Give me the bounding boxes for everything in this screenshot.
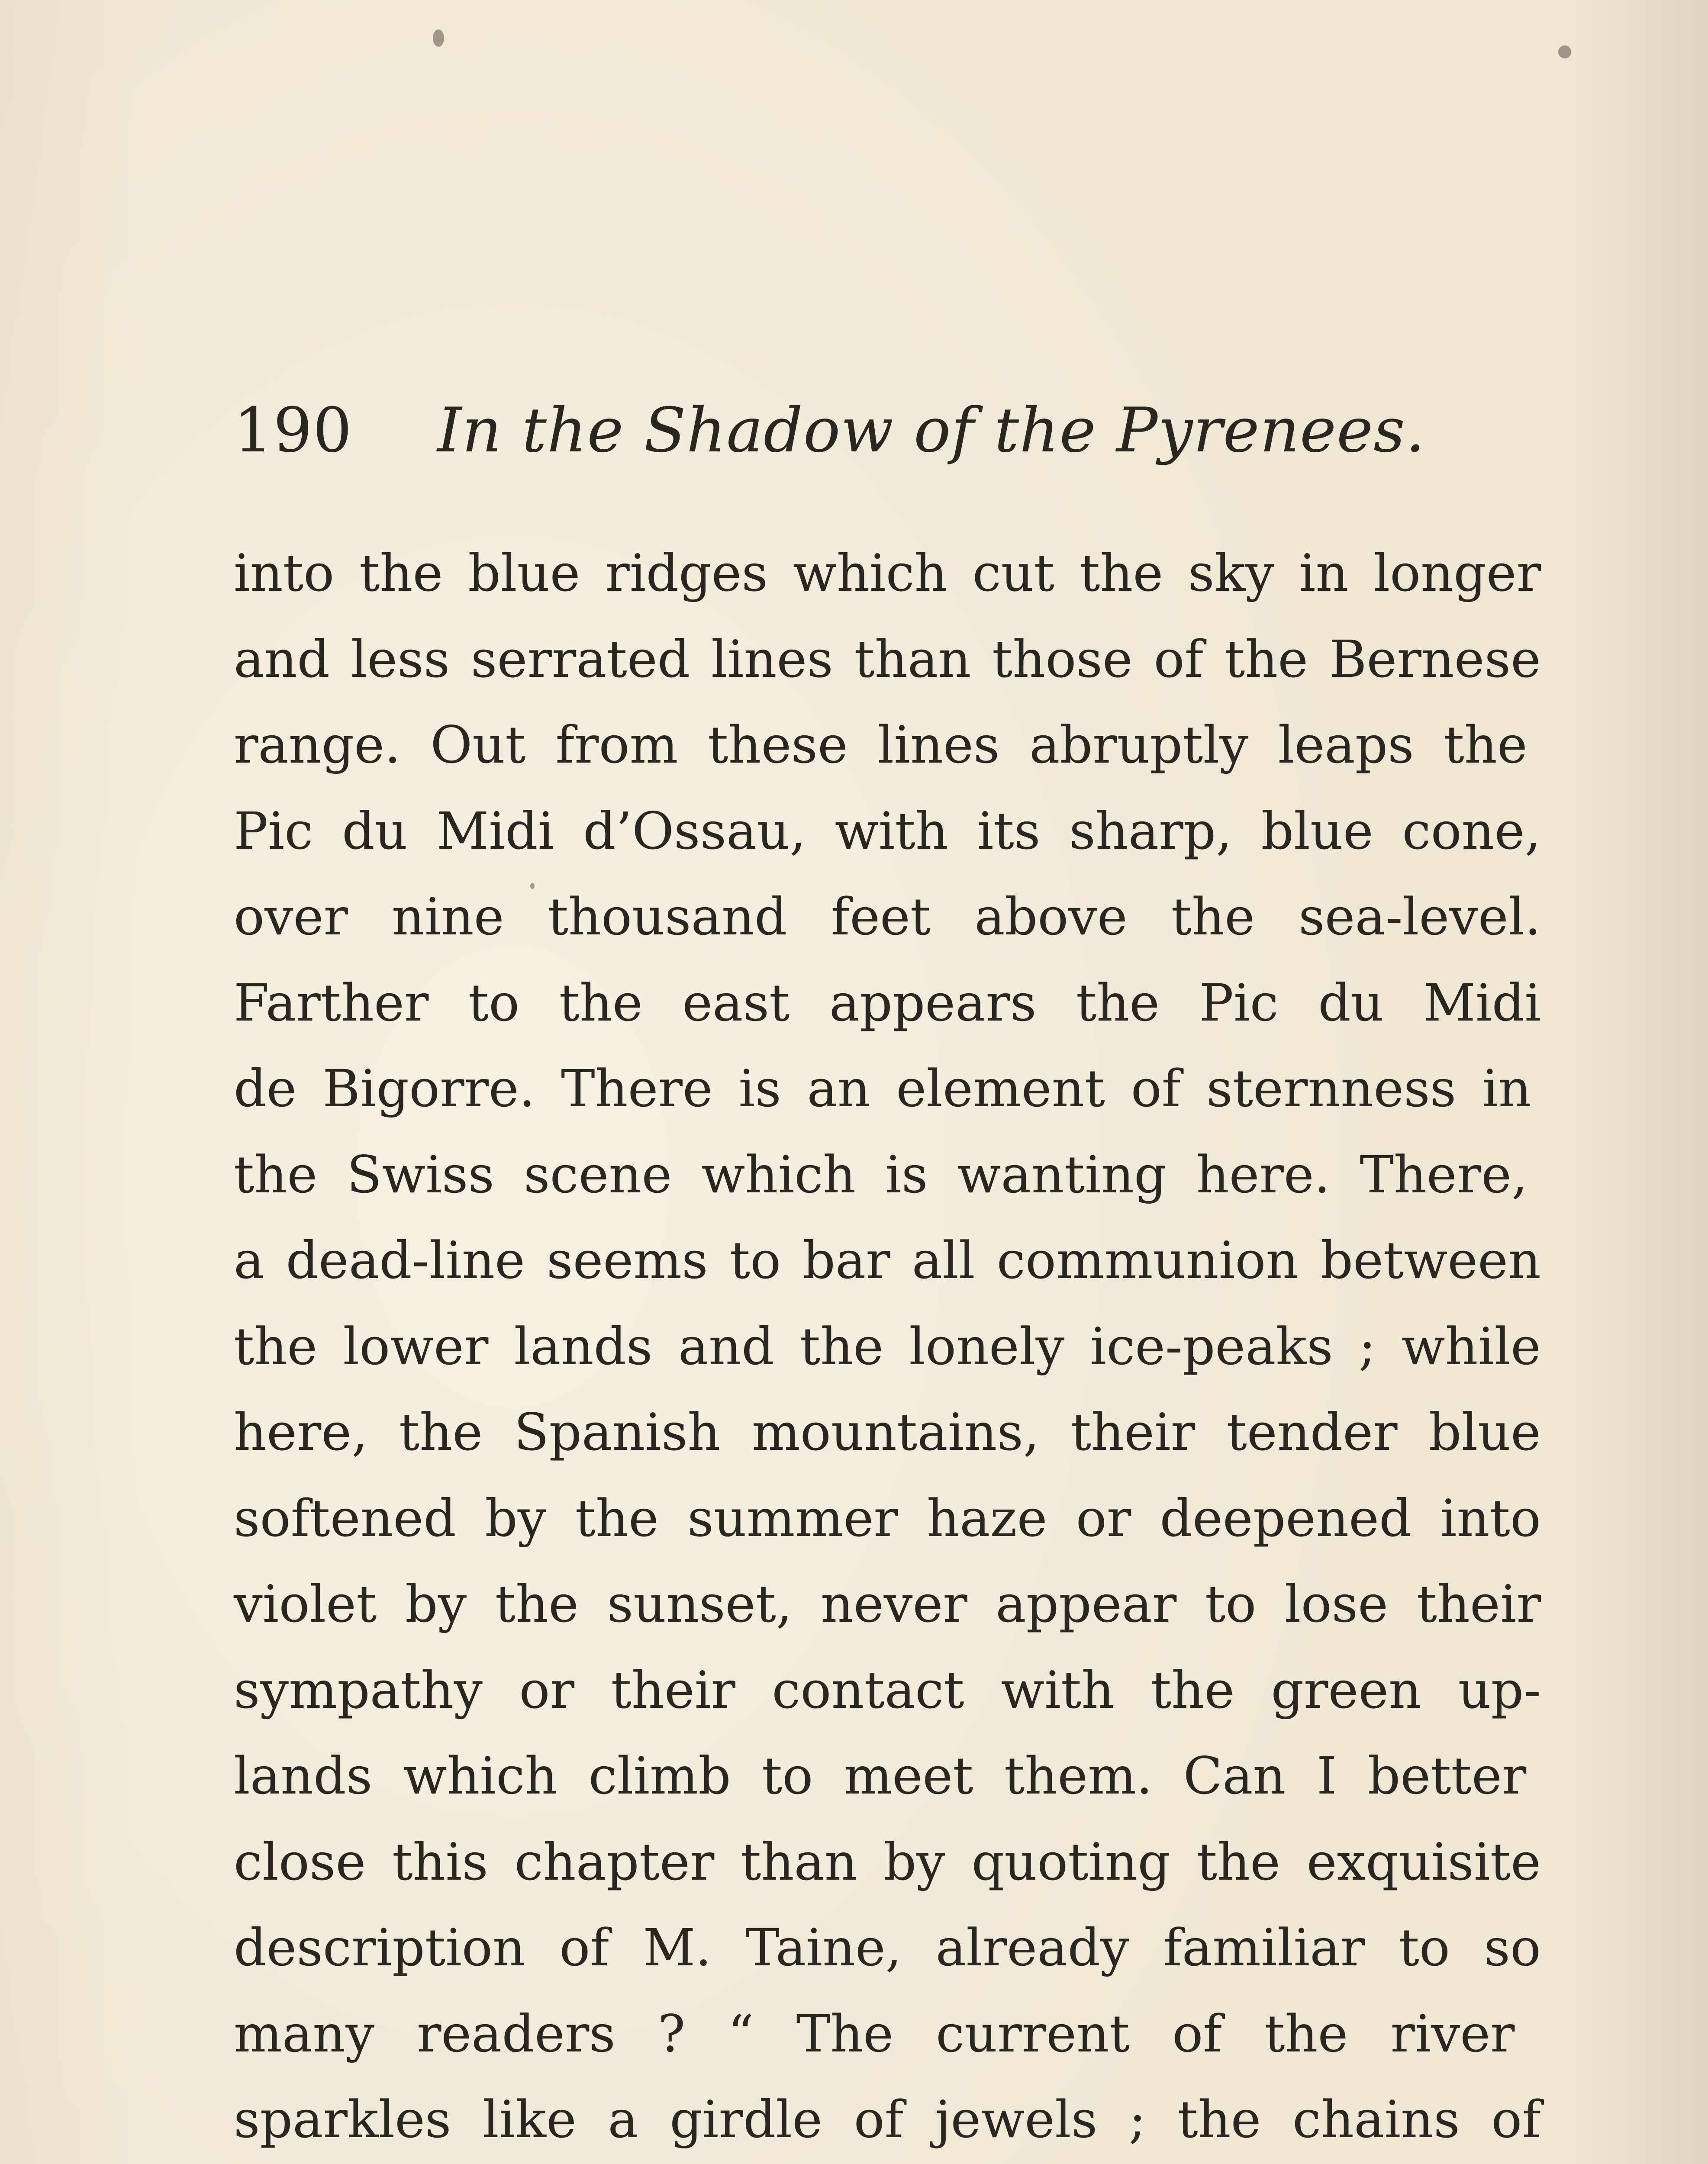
body-text xyxy=(234,530,1541,2164)
text-line-content: close this chapter than by quoting the exquisite xyxy=(234,1832,1541,1892)
text-line-content: Pic du Midi d’Ossau, with its sharp, blue cone, xyxy=(234,801,1541,861)
text-line-content: sparkles like a girdle of jewels ; the chains of xyxy=(234,2090,1541,2149)
text-line-content: description of M. Taine, already familiar to so xyxy=(234,1918,1541,1977)
text-line-content: the lower lands and the lonely ice-peaks ; while xyxy=(234,1316,1541,1376)
text-line xyxy=(234,1733,1541,1819)
text-line xyxy=(234,788,1541,874)
text-line-content: the Swiss scene which is wanting here. There, xyxy=(234,1144,1528,1204)
running-head xyxy=(234,387,1463,474)
text-line xyxy=(234,530,1541,616)
text-line xyxy=(234,616,1541,702)
running-head-title: In the Shadow of the Pyrenees. xyxy=(437,395,1426,466)
text-line xyxy=(234,1819,1541,1905)
paper-speck xyxy=(530,883,535,889)
text-line xyxy=(234,1304,1541,1390)
text-line xyxy=(234,1905,1541,1991)
text-line-content: many readers ? “ The current of the river xyxy=(234,2003,1515,2064)
text-line xyxy=(234,874,1541,960)
text-line-content: here, the Spanish mountains, their tender blue xyxy=(234,1402,1541,1462)
text-line xyxy=(234,2077,1541,2163)
text-line xyxy=(234,1217,1541,1304)
text-line-content: softened by the summer haze or deepened into xyxy=(234,1488,1541,1548)
text-line xyxy=(234,1046,1541,1132)
text-line-content: violet by the sunset, never appear to lose their xyxy=(234,1574,1541,1634)
text-line xyxy=(234,1561,1541,1647)
text-line-content: into the blue ridges which cut the sky in longer xyxy=(234,543,1541,603)
text-line-content: sympathy or their contact with the green up- xyxy=(234,1660,1541,1720)
paper-speck xyxy=(433,29,444,47)
text-line xyxy=(234,1389,1541,1475)
text-line xyxy=(234,1647,1541,1733)
text-line-content: de Bigorre. There is an element of sternness in xyxy=(234,1059,1531,1118)
text-line xyxy=(234,1132,1541,1218)
text-line-content: Farther to the east appears the Pic du Midi xyxy=(234,973,1541,1033)
paper-speck xyxy=(1558,45,1571,58)
text-line xyxy=(234,1475,1541,1562)
text-line xyxy=(234,960,1541,1046)
text-line-content: over nine thousand feet above the sea-level. xyxy=(234,887,1541,947)
text-line-content: and less serrated lines than those of the Bernese xyxy=(234,629,1541,689)
text-line-content: lands which climb to meet them. Can I better xyxy=(234,1746,1527,1806)
text-line-content: range. Out from these lines abruptly leaps the xyxy=(234,715,1528,775)
text-line-content xyxy=(234,2163,1541,2164)
text-line xyxy=(234,1991,1541,2077)
text-line-content: a dead-line seems to bar all communion between xyxy=(234,1230,1541,1290)
text-line xyxy=(234,2163,1541,2164)
page-number: 190 xyxy=(234,395,353,466)
text-line xyxy=(234,702,1541,788)
